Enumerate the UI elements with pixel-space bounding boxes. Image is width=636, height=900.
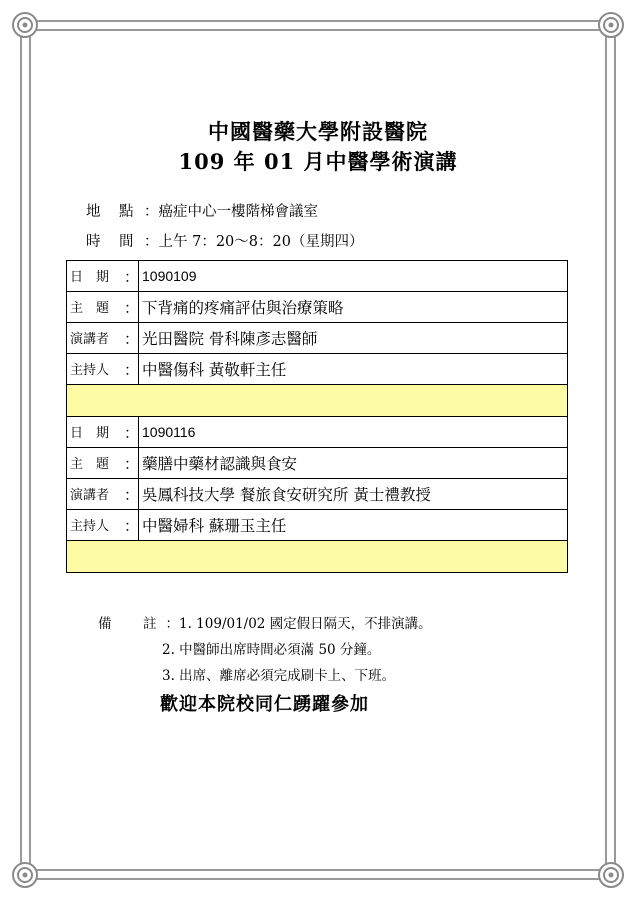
topic-label: 主 題: [70, 300, 110, 316]
speaker-label: 演講者: [70, 331, 110, 347]
corner-ornament-top-right: [596, 10, 626, 40]
welcome-message: 歡迎本院校同仁踴躍參加: [160, 694, 369, 715]
time-label: 時 間: [86, 234, 136, 250]
session-2-date-row: 日 期 ： 1090116: [67, 417, 568, 448]
schedule-table: [66, 260, 568, 573]
notes-heading: 備 註: [98, 616, 166, 632]
session-1-speaker-row: 演講者 ： 光田醫院 骨科陳彥志醫師: [67, 323, 568, 354]
corner-ornament-top-left: [10, 10, 40, 40]
hospital-title: 中國醫藥大學附設醫院: [208, 119, 428, 144]
session-2-speaker-row: 演講者 ： 吳鳳科技大學 餐旅食安研究所 黃士禮教授: [67, 479, 568, 510]
note-text-1: ：1. 109/01/02 國定假日隔天，不排演講。: [165, 616, 432, 632]
location-row: [86, 200, 318, 221]
session-1-topic-row: 主 題 ： 下背痛的疼痛評估與治療策略: [67, 292, 568, 323]
date-label: 日 期: [70, 425, 110, 441]
lecture-title: 109 年 01 月中醫學術演講: [178, 149, 458, 174]
session-2-topic: 藥膳中藥材認識與食安: [139, 448, 568, 479]
session-2-date: 1090116: [139, 417, 568, 448]
session-1-date-row: 日 期 ： 1090109: [67, 261, 568, 292]
session-2-speaker: 吳鳳科技大學 餐旅食安研究所 黃士禮教授: [139, 479, 568, 510]
session-2-host: 中醫婦科 蘇珊玉主任: [139, 510, 568, 541]
session-2-topic-row: 主 題 ： 藥膳中藥材認識與食安: [67, 448, 568, 479]
speaker-label: 演講者: [70, 487, 110, 503]
session-1-speaker: 光田醫院 骨科陳彥志醫師: [139, 323, 568, 354]
corner-ornament-bottom-left: [10, 860, 40, 890]
location-label: 地 點: [86, 204, 136, 220]
date-label: 日 期: [70, 269, 110, 285]
time-row: [86, 230, 363, 251]
note-item-1: [98, 612, 432, 632]
session-1-topic: 下背痛的疼痛評估與治療策略: [139, 292, 568, 323]
session-1-host-row: 主持人 ： 中醫傷科 黃敬軒主任: [67, 354, 568, 385]
note-item-2: 2. 中醫師出席時間必須滿 50 分鐘。: [162, 642, 381, 658]
session-2-host-row: 主持人 ： 中醫婦科 蘇珊玉主任: [67, 510, 568, 541]
session-1-host: 中醫傷科 黃敬軒主任: [139, 354, 568, 385]
host-label: 主持人: [70, 518, 110, 534]
session-1-date: 1090109: [139, 261, 568, 292]
session-divider-row: [67, 385, 568, 417]
time-value: ：上午 7：20～8：20（星期四）: [144, 234, 364, 250]
session-end-row: [67, 541, 568, 573]
host-label: 主持人: [70, 362, 110, 378]
location-value: ：癌症中心一樓階梯會議室: [144, 204, 318, 220]
topic-label: 主 題: [70, 456, 110, 472]
corner-ornament-bottom-right: [596, 860, 626, 890]
note-item-3: 3. 出席、離席必須完成刷卡上、下班。: [162, 668, 396, 684]
